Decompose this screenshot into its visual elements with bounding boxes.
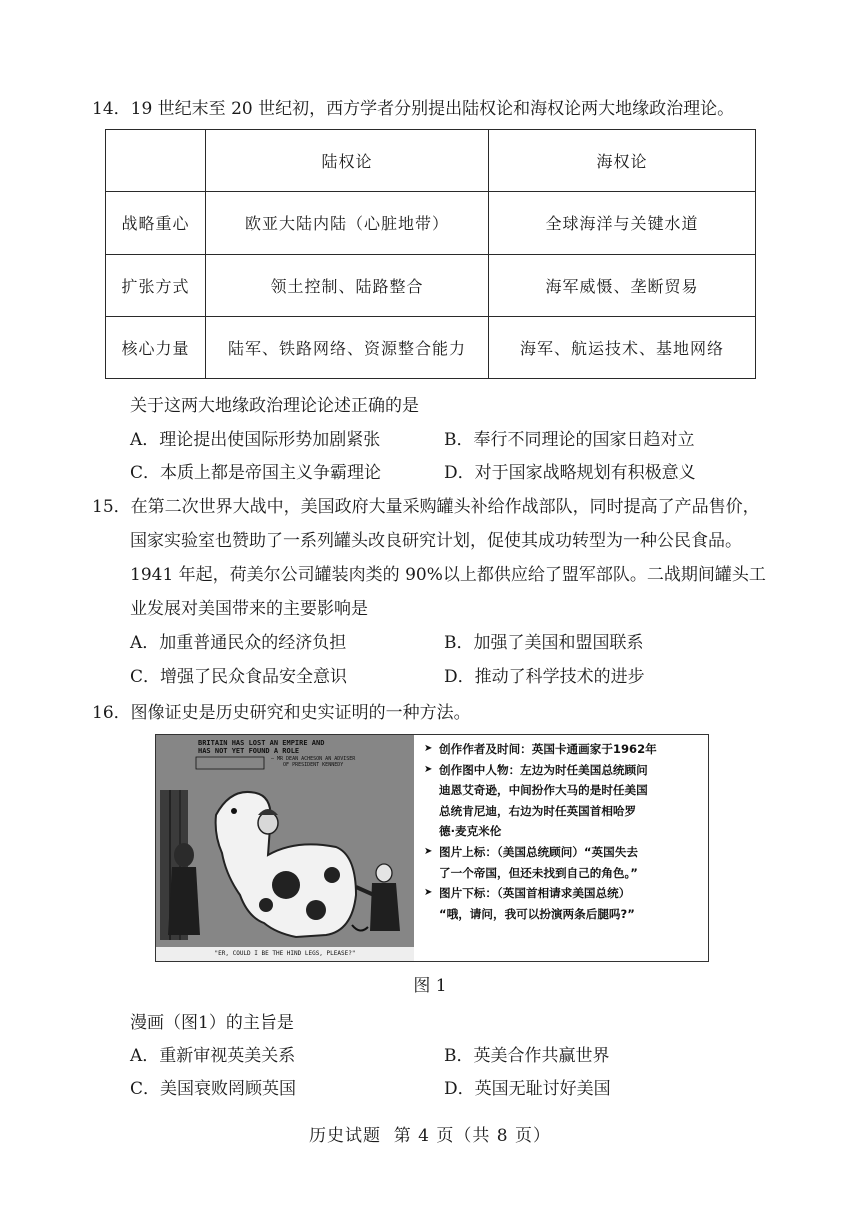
note-text: 了一个帝国，但还未找到自己的角色。”	[439, 865, 638, 880]
q14-option-a[interactable]: A．理论提出使国际形势加剧紧张	[130, 430, 381, 450]
table-header-cell: 海权论	[489, 130, 756, 192]
table-cell: 战略重心	[106, 192, 206, 254]
q15-stem-line-3: 1941 年起，荷美尔公司罐装肉类的 90%以上都供应给了盟军部队。二战期间罐头工	[130, 565, 766, 585]
note-text: 创作图中人物：左边为时任美国总统顾问	[439, 762, 648, 777]
note-caption-top	[422, 842, 704, 863]
q15-option-d[interactable]: D．推动了科学技术的进步	[444, 667, 645, 687]
q14-option-c[interactable]: C．本质上都是帝国主义争霸理论	[130, 463, 382, 483]
note-text: 迪恩艾奇逊，中间扮作大马的是时任美国	[439, 783, 648, 798]
figure-notes	[422, 739, 704, 924]
table-row	[106, 192, 756, 254]
note-text: 总统肯尼迪，右边为时任英国首相哈罗	[439, 803, 637, 818]
q15-stem-line-4: 业发展对美国带来的主要影响是	[130, 599, 368, 619]
q16-question: 漫画（图1）的主旨是	[130, 1013, 294, 1033]
cartoon-caption-bottom: "ER, COULD I BE THE HIND LEGS, PLEASE?"	[156, 947, 414, 961]
q15-option-a[interactable]: A．加重普通民众的经济负担	[130, 633, 347, 653]
q15-option-c[interactable]: C．增强了民众食品安全意识	[130, 667, 348, 687]
q14-stem: 14．19 世纪末至 20 世纪初，西方学者分别提出陆权论和海权论两大地缘政治理论。	[92, 99, 735, 119]
table-header-cell	[106, 130, 206, 192]
table-row	[106, 130, 756, 192]
q16-option-d[interactable]: D．英国无耻讨好美国	[444, 1079, 611, 1099]
q15-option-b[interactable]: B．加强了美国和盟国联系	[444, 633, 644, 653]
q15-stem-line-2: 国家实验室也赞助了一系列罐头改良研究计划，促使其成功转型为一种公民食品。	[130, 531, 742, 551]
table-cell: 陆军、铁路网络、资源整合能力	[206, 316, 489, 378]
cartoon-caption-attribution: — MR DEAN ACHESON AN ADVISER OF PRESIDENT KENNEDY	[271, 756, 356, 768]
page-footer: 历史试题 第 4 页（共 8 页）	[308, 1126, 552, 1146]
table-row	[106, 316, 756, 378]
note-caption-bottom	[422, 883, 704, 904]
geopolitics-table	[105, 129, 756, 379]
table-header-cell: 陆权论	[206, 130, 489, 192]
table-cell: 扩张方式	[106, 254, 206, 316]
table-cell: 海军威慑、垄断贸易	[489, 254, 756, 316]
arrow-right-icon: ➤	[424, 763, 433, 775]
political-cartoon	[156, 735, 414, 961]
note-text: 德·麦克米伦	[439, 824, 502, 839]
q16-option-a[interactable]: A．重新审视英美关系	[130, 1046, 296, 1066]
table-row	[106, 254, 756, 316]
figure-1	[155, 734, 709, 962]
note-text: 图片上标：（美国总统顾问）“英国失去	[439, 844, 638, 859]
table-cell: 全球海洋与关键水道	[489, 192, 756, 254]
q14-option-b[interactable]: B．奉行不同理论的国家日趋对立	[444, 430, 695, 450]
table-cell: 领土控制、陆路整合	[206, 254, 489, 316]
q16-stem: 16．图像证史是历史研究和史实证明的一种方法。	[92, 703, 471, 723]
note-author-time	[422, 739, 704, 760]
q16-option-c[interactable]: C．美国衰败罔顾英国	[130, 1079, 297, 1099]
table-cell: 核心力量	[106, 316, 206, 378]
arrow-right-icon: ➤	[424, 845, 433, 857]
figure-label: 图 1	[413, 976, 447, 996]
q15-stem-line-1: 15．在第二次世界大战中，美国政府大量采购罐头补给作战部队，同时提高了产品售价，	[92, 497, 760, 517]
table-cell: 海军、航运技术、基地网络	[489, 316, 756, 378]
arrow-right-icon: ➤	[424, 743, 433, 754]
cartoon-drawing	[156, 735, 414, 961]
arrow-right-icon: ➤	[424, 887, 433, 899]
note-characters	[422, 760, 704, 781]
q14-option-d[interactable]: D．对于国家战略规划有积极意义	[444, 463, 696, 483]
cartoon-caption-top: BRITAIN HAS LOST AN EMPIRE AND HAS NOT YET FOUND A ROLE	[198, 739, 325, 755]
q16-option-b[interactable]: B．英美合作共赢世界	[444, 1046, 610, 1066]
note-text: 创作作者及时间：英国卡通画家于1962年	[439, 742, 657, 756]
note-text: 图片下标：（英国首相请求美国总统）	[439, 886, 631, 901]
note-text: “哦，请问，我可以扮演两条后腿吗?”	[439, 906, 635, 921]
table-cell: 欧亚大陆内陆（心脏地带）	[206, 192, 489, 254]
q14-question: 关于这两大地缘政治理论论述正确的是	[130, 396, 419, 416]
